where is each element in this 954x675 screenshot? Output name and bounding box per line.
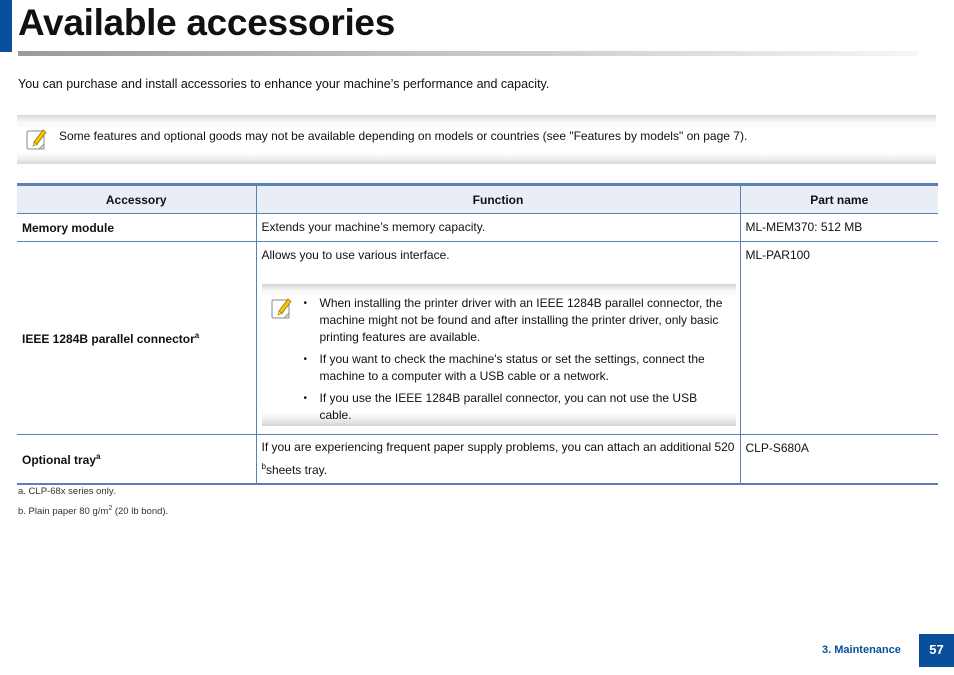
- pencil-note-icon: [270, 296, 294, 320]
- inner-note-box: [262, 284, 736, 426]
- accessory-name: [17, 435, 256, 485]
- part-name-cell: ML-PAR100: [740, 242, 938, 435]
- accessory-label: Memory module: [22, 220, 115, 235]
- accessory-label: IEEE 1284B parallel connector: [22, 331, 195, 346]
- superscript: 2: [108, 505, 113, 512]
- page-number: 57: [919, 634, 954, 667]
- function-cell: [256, 435, 740, 485]
- footnote-ref: a: [194, 330, 200, 340]
- footnotes: [18, 483, 168, 520]
- list-item: • When installing the printer driver with an IEEE 1284B parallel connector, the machine might not be found and after installing the printer driver, only basic printing features are available.: [320, 295, 732, 346]
- function-text: If you are experiencing frequent paper supply problems, you can attach an additional 520: [261, 440, 735, 454]
- footnote-b-text: b. Plain paper 80 g/m: [18, 506, 109, 518]
- header-accessory: Accessory: [17, 185, 256, 214]
- note-list: [304, 295, 732, 429]
- accessory-name: [17, 214, 256, 242]
- function-text-end: sheets tray.: [265, 463, 328, 477]
- list-item: • If you use the IEEE 1284B parallel connector, you can not use the USB cable.: [320, 390, 732, 424]
- footnote-ref: a: [96, 451, 101, 461]
- table-row: [17, 242, 938, 435]
- table-header-row: [17, 185, 938, 214]
- accessories-table: [17, 183, 938, 485]
- function-text: Allows you to use various interface.: [261, 248, 450, 262]
- part-name-cell: ML-MEM370: 512 MB: [740, 214, 938, 242]
- function-cell: Extends your machine’s memory capacity.: [256, 214, 740, 242]
- accessory-label: Optional tray: [22, 452, 97, 467]
- pencil-note-icon: [25, 127, 49, 151]
- title-accent-bar: [0, 0, 12, 52]
- accessory-name: [17, 242, 256, 435]
- header-part-name: Part name: [740, 185, 938, 214]
- intro-paragraph: You can purchase and install accessories to enhance your machine’s performance and capacity.: [18, 77, 550, 91]
- table-row: [17, 435, 938, 485]
- page-title: Available accessories: [18, 2, 395, 43]
- footnote-a: a. CLP-68x series only.: [18, 486, 116, 497]
- function-cell: [256, 242, 740, 435]
- part-name-cell: CLP-S680A: [740, 435, 938, 485]
- title-divider: [18, 51, 918, 56]
- note-box: [17, 115, 936, 164]
- footer-section-label: 3. Maintenance: [822, 644, 901, 656]
- footnote-b-text-end: (20 lb bond).: [112, 506, 169, 518]
- header-function: Function: [256, 185, 740, 214]
- table-row: [17, 214, 938, 242]
- footnote-b: [18, 500, 168, 520]
- footnote-ref: b: [261, 462, 266, 471]
- list-item: • If you want to check the machine's status or set the settings, connect the machine to a computer with a USB cable or a network.: [320, 351, 732, 385]
- note-text: Some features and optional goods may not be available depending on models or countries (see "Features by models" on page 7).: [59, 129, 748, 143]
